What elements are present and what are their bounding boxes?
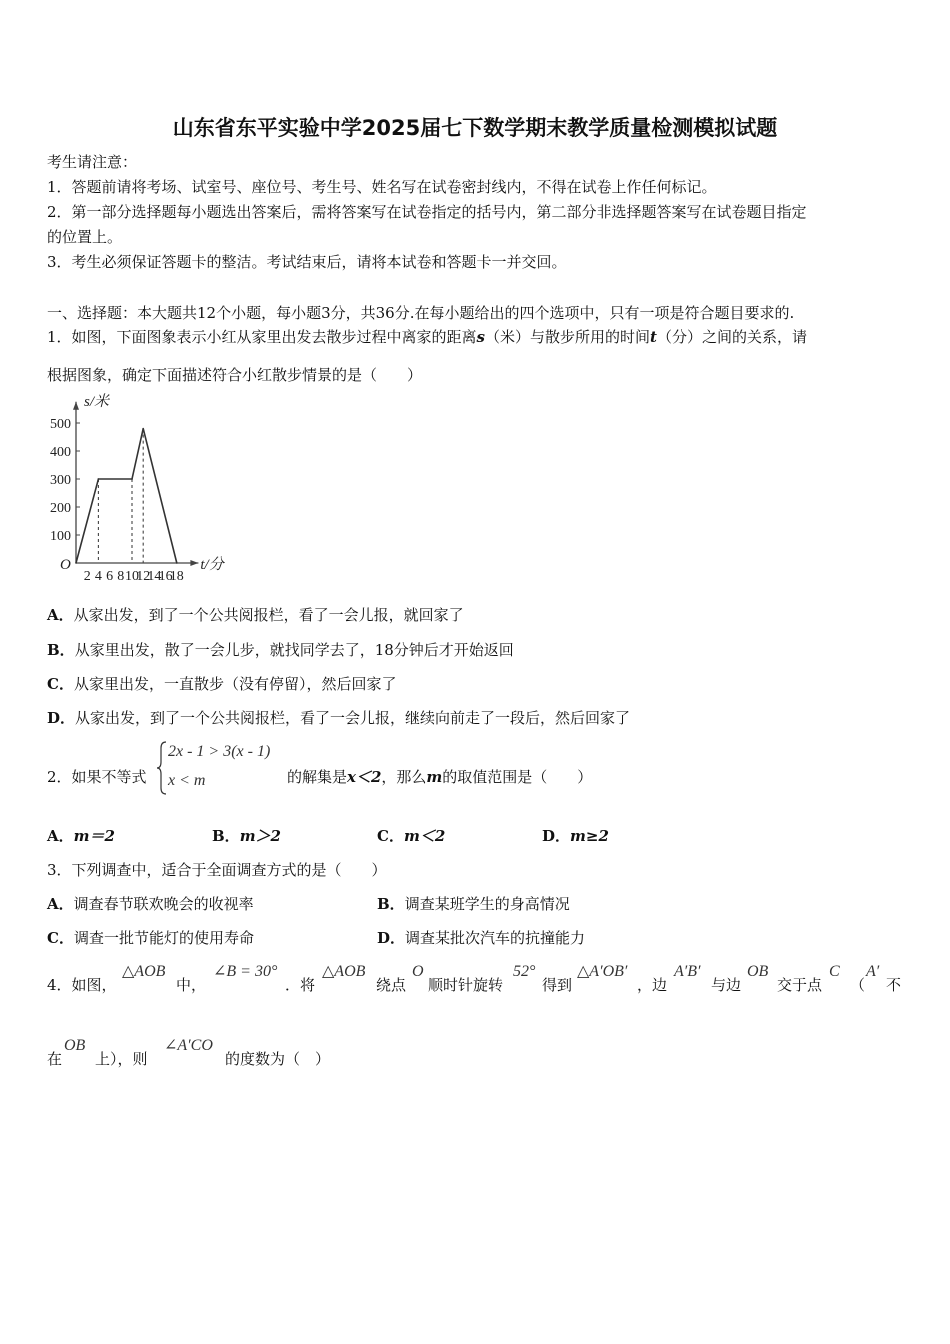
q4-text: 不	[886, 976, 902, 994]
y-axis-label: s/米	[84, 393, 110, 410]
q4-text: 绕点	[376, 976, 407, 994]
q2-option-a[interactable]: A．m＝2	[47, 827, 115, 845]
q4-text: 交于点	[777, 976, 823, 994]
q1-var-s: s	[476, 328, 485, 346]
y-tick-label: 500	[50, 417, 71, 432]
origin-label: O	[60, 557, 71, 573]
q1-text-a: 1．如图，下面图象表示小红从家里出发去散步过程中离家的距离	[47, 328, 477, 346]
y-tick-label: 400	[50, 445, 71, 460]
y-tick-label: 300	[50, 473, 71, 488]
q1-stem-line2: 根据图象，确定下面描述符合小红散步情景的是（ ）	[47, 366, 423, 384]
q2-option-c[interactable]: C．m＜2	[377, 827, 446, 845]
notice-item: 的位置上。	[47, 228, 123, 246]
y-tick-label: 200	[50, 501, 71, 516]
x-tick-label: 8	[117, 569, 125, 584]
q4-math: OB	[747, 963, 769, 980]
q3-stem: 3．下列调查中，适合于全面调查方式的是（ ）	[47, 861, 387, 879]
q1-stem-line1	[47, 327, 807, 347]
data-point	[98, 478, 100, 480]
q4-text: ，边	[637, 976, 668, 994]
y-axis-arrow-icon	[73, 402, 79, 410]
q4-text: 中，	[176, 976, 207, 994]
q2-option-b[interactable]: B．m＞2	[212, 827, 281, 845]
data-point	[75, 562, 77, 564]
q4-math: 52°	[513, 963, 536, 980]
q4-math: △AOB	[122, 963, 166, 980]
q4-text: 上），则	[95, 1050, 148, 1068]
section-heading: 一、选择题：本大题共12个小题，每小题3分，共36分.在每小题给出的四个选项中，只有一项是符合题目要求的.	[47, 304, 795, 322]
q4-text: 顺时针旋转	[428, 976, 504, 994]
q2-inequality-2: x < m	[168, 772, 206, 789]
x-axis-arrow-icon	[190, 560, 198, 566]
x-axis-label: t/分	[200, 557, 224, 573]
q3-option-d[interactable]: D．调查某批次汽车的抗撞能力	[377, 929, 586, 947]
q4-math: △AOB	[322, 963, 366, 980]
q2-inequality-1: 2x - 1 > 3(x - 1)	[168, 743, 271, 760]
q4-text: 与边	[711, 976, 742, 994]
q2-option-d[interactable]: D．m≥2	[542, 827, 609, 845]
data-point	[176, 562, 178, 564]
q1-var-t: t	[650, 328, 657, 346]
q1-distance-time-graph	[40, 388, 340, 588]
x-tick-label: 12	[136, 569, 151, 584]
q1-text-b: （米）与散步所用的时间	[485, 328, 651, 346]
q1-text-c: （分）之间的关系，请	[656, 328, 807, 346]
data-point	[131, 478, 133, 480]
q1-option-c[interactable]: C．从家里出发，一直散步（没有停留），然后回家了	[47, 675, 397, 693]
q3-option-b[interactable]: B．调查某班学生的身高情况	[377, 895, 570, 913]
q4-math: △A′OB′	[577, 963, 628, 980]
q4-text: ．将	[285, 976, 316, 994]
q1-option-b[interactable]: B．从家里出发，散了一会儿步，就找同学去了，18分钟后才开始返回	[47, 641, 514, 659]
q3-option-c[interactable]: C．调查一批节能灯的使用寿命	[47, 929, 254, 947]
notice-item: 1．答题前请将考场、试室号、座位号、考生号、姓名写在试卷密封线内，不得在试卷上作任何标记。	[47, 178, 717, 196]
q2-condition: x＜2	[347, 768, 382, 786]
q2-prefix: 2．如果不等式	[47, 768, 147, 786]
q1-option-a[interactable]: A．从家出发，到了一个公共阅报栏，看了一会儿报，就回家了	[47, 606, 464, 624]
x-tick-label: 14	[147, 569, 162, 584]
q4-text: 的度数为（ ）	[225, 1050, 331, 1068]
x-tick-label: 16	[158, 569, 173, 584]
q2-var-m: m	[426, 768, 443, 786]
q1-option-d[interactable]: D．从家出发，到了一个公共阅报栏，看了一会儿报，继续向前走了一段后，然后回家了	[47, 709, 631, 727]
data-point	[142, 428, 144, 430]
q4-math: A′B′	[674, 963, 701, 980]
x-tick-label: 18	[169, 569, 184, 584]
q4-math: O	[412, 963, 424, 980]
q4-text: 在	[47, 1050, 63, 1068]
x-tick-label: 10	[125, 569, 139, 584]
q4-text: 4．如图，	[47, 976, 117, 994]
q4-math: ∠A′CO	[164, 1037, 213, 1054]
page-title: 山东省东平实验中学2025届七下数学期末教学质量检测模拟试题	[172, 116, 778, 140]
notice-heading: 考生请注意：	[47, 153, 138, 171]
distance-series-line	[76, 429, 177, 563]
q4-math: C	[829, 963, 840, 980]
x-tick-label: 4	[94, 569, 102, 584]
q4-math: A′	[866, 963, 880, 980]
q4-math: ∠B = 30°	[213, 963, 278, 980]
q2-stem-rest: 的解集是x＜2，那么m的取值范围是（ ）	[287, 768, 593, 786]
q4-text: （	[850, 976, 866, 994]
q4-text: 得到	[542, 976, 573, 994]
x-tick-label: 6	[106, 569, 114, 584]
y-tick-label: 100	[50, 529, 71, 544]
notice-item: 2．第一部分选择题每小题选出答案后，需将答案写在试卷指定的括号内，第二部分非选择题答案写在试卷题目指定	[47, 203, 807, 221]
q4-math: OB	[64, 1037, 86, 1054]
notice-item: 3．考生必须保证答题卡的整洁。考试结束后，请将本试卷和答题卡一并交回。	[47, 253, 567, 271]
inequality-brace-icon	[156, 740, 168, 796]
q3-option-a[interactable]: A．调查春节联欢晚会的收视率	[47, 895, 254, 913]
x-tick-label: 2	[83, 569, 91, 584]
